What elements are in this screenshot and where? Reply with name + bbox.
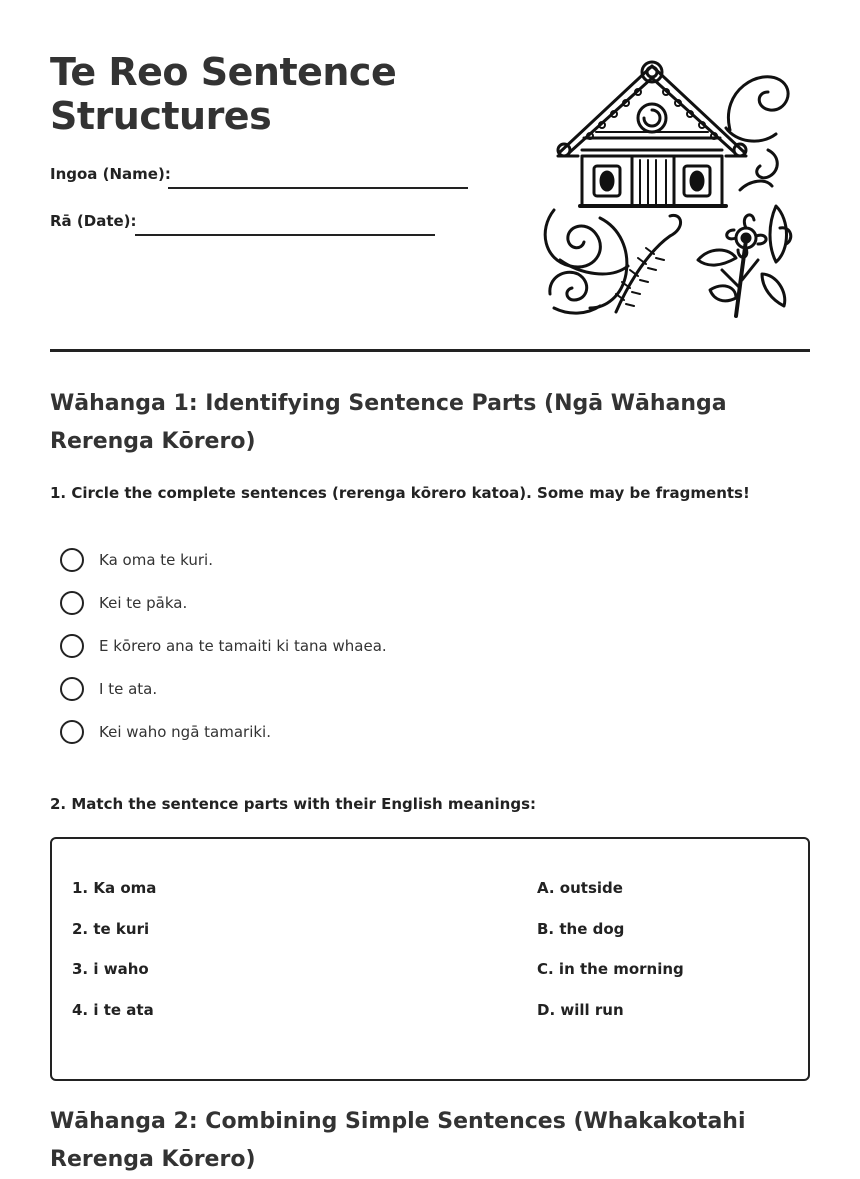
header-divider	[50, 349, 810, 352]
option-label: E kōrero ana te tamaiti ki tana whaea.	[99, 637, 387, 655]
option-circle[interactable]	[60, 591, 84, 615]
name-label: Ingoa (Name):	[50, 165, 171, 183]
name-input-line[interactable]	[168, 187, 468, 189]
title-line-1: Te Reo Sentence	[50, 50, 397, 94]
wharenui-koru-illustration-icon	[540, 60, 795, 322]
page-title	[50, 50, 396, 138]
date-label: Rā (Date):	[50, 212, 137, 230]
option-circle[interactable]	[60, 720, 84, 744]
section-1-title: Wāhanga 1: Identifying Sentence Parts (Ngā Wāhanga Rerenga Kōrero)	[50, 391, 727, 454]
match-right-item[interactable]: B. the dog	[537, 920, 625, 938]
match-right-item[interactable]: C. in the morning	[537, 960, 684, 978]
option-label: Ka oma te kuri.	[99, 551, 213, 569]
option-label: Kei waho ngā tamariki.	[99, 723, 271, 741]
option-label: Kei te pāka.	[99, 594, 188, 612]
question-1-prompt: 1. Circle the complete sentences (rerenga kōrero katoa). Some may be fragments!	[50, 484, 750, 502]
date-input-line[interactable]	[135, 234, 435, 236]
match-left-item[interactable]: 1. Ka oma	[72, 879, 157, 897]
match-left-item[interactable]: 3. i waho	[72, 960, 149, 978]
name-field	[50, 165, 171, 183]
matching-box	[50, 837, 810, 1081]
question-2-prompt: 2. Match the sentence parts with their English meanings:	[50, 795, 536, 813]
sentence-option[interactable]	[60, 634, 387, 658]
sentence-option[interactable]	[60, 591, 187, 615]
match-right-item[interactable]: D. will run	[537, 1001, 624, 1019]
section-2-title: Wāhanga 2: Combining Simple Sentences (Whakakotahi Rerenga Kōrero)	[50, 1109, 746, 1172]
sentence-option[interactable]	[60, 720, 271, 744]
option-label: I te ata.	[99, 680, 158, 698]
option-circle[interactable]	[60, 548, 84, 572]
sentence-option[interactable]	[60, 677, 157, 701]
sentence-option[interactable]	[60, 548, 213, 572]
option-circle[interactable]	[60, 677, 84, 701]
title-line-2: Structures	[50, 94, 272, 138]
option-circle[interactable]	[60, 634, 84, 658]
date-field	[50, 212, 137, 230]
match-left-item[interactable]: 4. i te ata	[72, 1001, 154, 1019]
match-left-item[interactable]: 2. te kuri	[72, 920, 150, 938]
match-right-item[interactable]: A. outside	[537, 879, 623, 897]
